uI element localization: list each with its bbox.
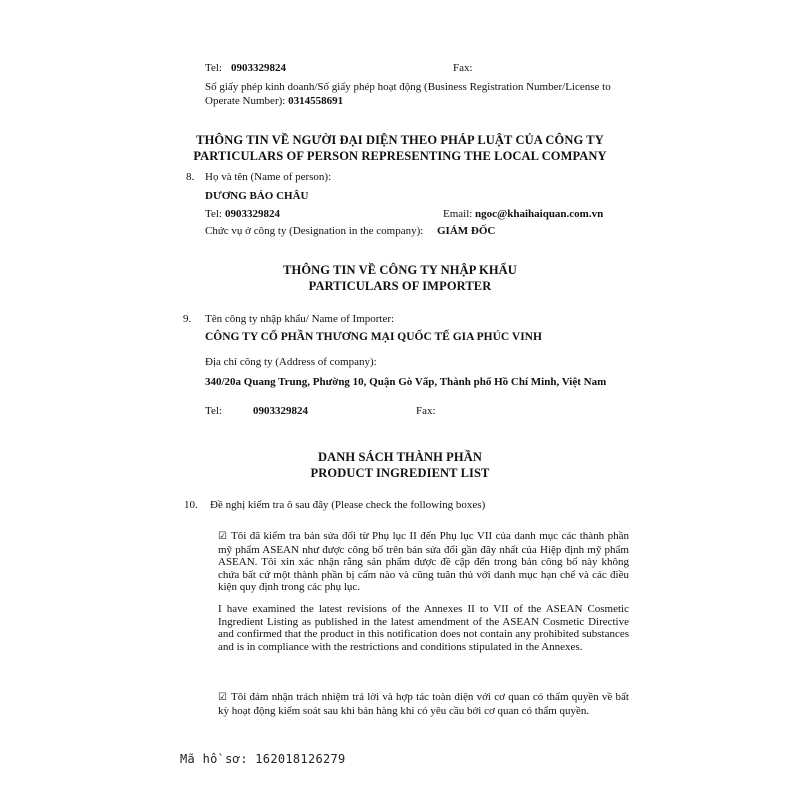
designation-label: Chức vụ ở công ty (Designation in the company): — [205, 225, 424, 237]
representative-heading-vi: THÔNG TIN VỀ NGƯỜI ĐẠI DIỆN THEO PHÁP LUẬT CỦA CÔNG TY — [196, 133, 604, 147]
check-instruction: Đề nghị kiểm tra ô sau đây (Please check the following boxes) — [210, 499, 486, 511]
dossier-label: Mã hồ sơ: — [180, 752, 248, 766]
license-value: 0314558691 — [288, 95, 344, 107]
company-fax-label: Fax: — [453, 62, 473, 74]
importer-tel-label: Tel: — [205, 405, 222, 417]
company-address-label: Địa chỉ công ty (Address of company): — [205, 356, 377, 368]
person-name-value: DƯƠNG BẢO CHÂU — [205, 190, 309, 202]
checkbox-checked-icon[interactable]: ☑ — [218, 692, 227, 703]
importer-heading-en: PARTICULARS OF IMPORTER — [308, 279, 492, 293]
ingredient-heading-vi: DANH SÁCH THÀNH PHẦN — [318, 450, 482, 464]
person-tel-label: Tel: — [205, 208, 222, 220]
importer-name-label: Tên công ty nhập khẩu/ Name of Importer: — [205, 313, 395, 325]
importer-heading-vi: THÔNG TIN VỀ CÔNG TY NHẬP KHẨU — [283, 263, 517, 277]
dossier-code — [180, 752, 346, 766]
importer-heading — [0, 262, 800, 294]
representative-heading — [0, 132, 800, 164]
company-tel-value: 0903329824 — [231, 62, 286, 74]
company-tel-label: Tel: — [205, 62, 222, 74]
person-email-value: ngoc@khaihaiquan.com.vn — [475, 208, 604, 220]
declaration-text-vi: Tôi đã kiểm tra bản sửa đổi từ Phụ lục II đến Phụ lục VII của danh mục các thành phần mỹ phẩm ASEAN như được công bố trên bản sửa đổi gần đây nhất của Hiệp định mỹ phẩm ASEAN. Tôi xin xác nhận rằng sản phẩm được đề cập đến trong bản công bố này không chứa bất cứ một thành phần bị cấm nào và cũng tuân thủ với danh mục hạn chế và các điều kiện quy định trong các phụ lục. — [218, 530, 629, 593]
responsibility-paragraph — [218, 691, 629, 717]
person-email-label: Email: — [443, 208, 473, 220]
person-name-label: Họ và tên (Name of person): — [205, 171, 332, 183]
representative-heading-en: PARTICULARS OF PERSON REPRESENTING THE LOCAL COMPANY — [193, 149, 607, 163]
license-line — [205, 80, 635, 108]
ingredient-heading-en: PRODUCT INGREDIENT LIST — [310, 466, 490, 480]
company-address-value: 340/20a Quang Trung, Phường 10, Quận Gò Vấp, Thành phố Hồ Chí Minh, Việt Nam — [205, 376, 607, 388]
importer-name-value: CÔNG TY CỔ PHẦN THƯƠNG MẠI QUỐC TẾ GIA PHÚC VINH — [205, 331, 542, 343]
declaration-paragraph-vi — [218, 530, 629, 594]
section-8-number: 8. — [186, 171, 195, 183]
responsibility-text: Tôi đảm nhận trách nhiệm trả lời và hợp tác toàn diện với cơ quan có thẩm quyền về bất kỳ hoạt động kiểm soát sau khi bán hàng khi có yêu cầu bởi cơ quan có thẩm quyền. — [218, 691, 629, 717]
importer-fax-label: Fax: — [416, 405, 436, 417]
license-label: Số giấy phép kinh doanh/Số giấy phép hoạt động (Business Registration Number/License to Operate Number): — [205, 81, 611, 107]
checkbox-checked-icon[interactable]: ☑ — [218, 531, 227, 542]
ingredient-heading — [0, 449, 800, 481]
importer-tel-value: 0903329824 — [253, 405, 308, 417]
designation-value: GIÁM ĐỐC — [437, 225, 496, 237]
dossier-value: 162018126279 — [255, 752, 346, 766]
section-10-number: 10. — [184, 499, 198, 511]
declaration-paragraph-en: I have examined the latest revisions of the Annexes II to VII of the ASEAN Cosmetic Ingredient Listing as published in the latest amendment of the ASEAN Cosmetic Directive and confirmed that the product in this notification does not contain any prohibited substances and is in compliance with the restrictions and conditions stipulated in the Annexes. — [218, 603, 629, 653]
person-tel-value: 0903329824 — [225, 208, 280, 220]
section-9-number: 9. — [183, 313, 192, 325]
